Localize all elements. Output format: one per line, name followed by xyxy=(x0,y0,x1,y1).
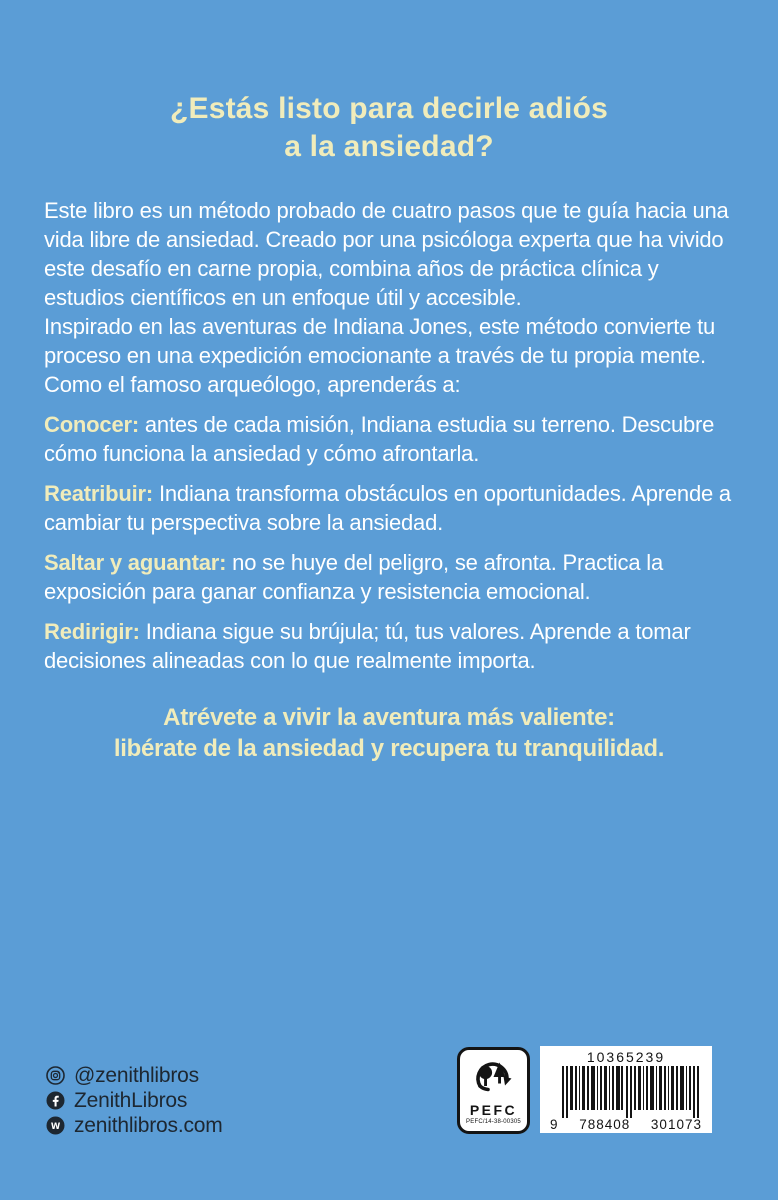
pefc-label: PEFC xyxy=(469,1102,518,1118)
isbn-group-1: 9 xyxy=(550,1117,559,1132)
method-label: Redirigir: xyxy=(44,619,140,644)
method-label: Conocer: xyxy=(44,412,139,437)
method-item-reatribuir xyxy=(44,479,734,537)
method-text: Indiana transforma obstáculos en oportunidades. Aprende a cambiar tu perspectiva sobre la ansiedad. xyxy=(44,481,731,535)
cta-line-1: Atrévete a vivir la aventura más valiente: xyxy=(163,704,615,731)
method-text: no se huye del peligro, se afronta. Practica la exposición para ganar confianza y resistencia emocional. xyxy=(44,550,664,604)
method-text: antes de cada misión, Indiana estudia su terreno. Descubre cómo funciona la ansiedad y cómo afrontarla. xyxy=(44,412,715,466)
barcode-top-number: 10365239 xyxy=(586,1049,666,1065)
headline-line-1: ¿Estás listo para decirle adiós xyxy=(169,92,609,125)
svg-text:W: W xyxy=(50,1122,61,1132)
facebook-handle: ZenithLibros xyxy=(74,1088,188,1112)
social-row-website xyxy=(46,1113,223,1138)
instagram-icon xyxy=(46,1066,65,1085)
pefc-cert-number: PEFC/14-38-00305 xyxy=(466,1119,521,1125)
website-url: zenithlibros.com xyxy=(74,1113,223,1137)
isbn-group-2: 788408 xyxy=(579,1117,631,1132)
method-label: Saltar y aguantar: xyxy=(44,550,227,575)
social-links xyxy=(46,1063,223,1138)
barcode-isbn-digits xyxy=(550,1117,702,1132)
method-text: Indiana sigue su brújula; tú, tus valores. Aprende a tomar decisiones alineadas con lo que realmente importa. xyxy=(44,619,691,673)
social-row-facebook xyxy=(46,1088,223,1113)
facebook-icon xyxy=(46,1091,65,1110)
intro-paragraph-2: Inspirado en las aventuras de Indiana Jones, este método convierte tu proceso en una expedición emocionante a través de tu propia mente. Como el famoso arqueólogo, aprenderás a: xyxy=(44,314,716,397)
cta-line-2: libérate de la ansiedad y recupera tu tranquilidad. xyxy=(113,735,665,762)
instagram-handle: @zenithlibros xyxy=(74,1063,199,1087)
barcode-block xyxy=(540,1046,712,1133)
call-to-action xyxy=(44,702,734,764)
pefc-certification-badge xyxy=(457,1047,530,1134)
headline xyxy=(44,90,734,166)
method-item-saltar-y-aguantar xyxy=(44,548,734,606)
headline-line-2: a la ansiedad? xyxy=(284,130,494,163)
social-row-instagram xyxy=(46,1063,223,1088)
method-label: Reatribuir: xyxy=(44,481,154,506)
intro-paragraph-1: Este libro es un método probado de cuatro pasos que te guía hacia una vida libre de ansiedad. Creado por una psicóloga experta que ha vivido este desafío en carne propia, combina años de práctica clínica y estudios científicos en un enfoque útil y accesible. xyxy=(44,198,729,310)
method-item-conocer xyxy=(44,410,734,468)
method-item-redirigir xyxy=(44,617,734,675)
web-icon xyxy=(46,1116,65,1135)
intro-text xyxy=(44,196,734,399)
isbn-group-3: 301073 xyxy=(650,1117,702,1132)
pefc-logo-icon xyxy=(471,1055,517,1102)
